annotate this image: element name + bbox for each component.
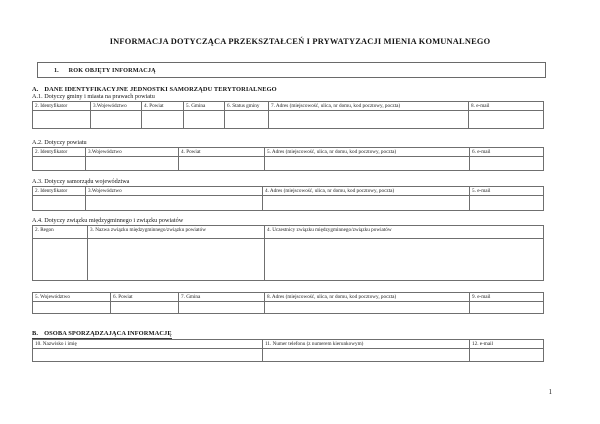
a2-header-powiat: 4. Powiat	[179, 148, 265, 157]
a4loc-empty-cell	[33, 302, 111, 314]
b-header-nazwisko-imie: 10. Nazwisko i imię	[33, 340, 263, 349]
b-header-email: 12. e-mail	[470, 340, 544, 349]
a1-empty-cell	[33, 111, 91, 129]
label-a3: A.3. Dotyczy samorządu województwa	[32, 178, 130, 185]
a3-header-identyfikator: 2. Identyfikator	[33, 187, 86, 196]
label-a2: A.2. Dotyczy powiatu	[32, 139, 87, 146]
table-a4-location	[32, 292, 544, 314]
a4loc-header-powiat: 6. Powiat	[111, 293, 179, 302]
section-a-heading	[32, 86, 277, 93]
a1-header-email: 8. e-mail	[469, 102, 544, 111]
label-a1: A.1. Dotyczy gminy i miasta na prawach powiatu	[32, 93, 155, 100]
a4loc-empty-cell	[470, 302, 544, 314]
a4-header-nazwa-zwiazku: 3. Nazwa związku międzygminnego/związku powiatów	[88, 226, 265, 239]
a3-empty-cell	[86, 196, 263, 211]
a3-empty-cell	[33, 196, 86, 211]
a2-empty-cell	[179, 157, 265, 171]
a2-empty-cell	[33, 157, 86, 171]
section-a-title: DANE IDENTYFIKACYJNE JEDNOSTKI SAMORZĄDU TERYTORIALNEGO	[44, 86, 277, 93]
a4loc-empty-cell	[265, 302, 470, 314]
a1-empty-cell	[469, 111, 544, 129]
a2-header-adres: 5. Adres (miejscowość, ulica, nr domu, kod pocztowy, poczta)	[265, 148, 470, 157]
a3-header-wojewodztwo: 3.Województwo	[86, 187, 263, 196]
section-a-letter: A.	[32, 86, 39, 93]
a1-empty-cell	[269, 111, 469, 129]
a4loc-empty-cell	[111, 302, 179, 314]
a4-header-regon: 2. Regon	[33, 226, 88, 239]
b-header-numer-telefonu: 11. Numer telefonu (z numerem kierunkowym)	[263, 340, 470, 349]
a4-empty-cell	[265, 239, 544, 281]
a1-header-gmina: 5. Gmina	[184, 102, 225, 111]
a3-empty-cell	[263, 196, 470, 211]
document-title: INFORMACJA DOTYCZĄCA PRZEKSZTAŁCEŃ I PRYWATYZACJI MIENIA KOMUNALNEGO	[109, 37, 491, 46]
a4-header-uczestnicy-zwiazku: 4. Uczestnicy związku międzygminnego/związku powiatów	[265, 226, 544, 239]
a2-header-identyfikator: 2. Identyfikator	[33, 148, 86, 157]
a4loc-empty-cell	[179, 302, 265, 314]
a1-empty-cell	[225, 111, 269, 129]
a4loc-header-adres: 8. Adres (miejscowość, ulica, nr domu, kod pocztowy, poczta)	[265, 293, 470, 302]
page-number: 1	[548, 389, 552, 396]
a4loc-header-gmina: 7. Gmina	[179, 293, 265, 302]
a4-empty-cell	[88, 239, 265, 281]
section-b-heading	[32, 330, 172, 339]
a2-empty-cell	[86, 157, 179, 171]
a1-header-identyfikator: 2. Identyfikator	[33, 102, 91, 111]
label-a4: A.4. Dotyczy związku międzygminnego i związku powiatów	[32, 217, 184, 224]
year-covered-box	[37, 62, 546, 78]
b-empty-cell	[33, 349, 263, 362]
year-box-number: 1.	[54, 66, 59, 74]
a2-empty-cell	[265, 157, 470, 171]
a1-header-status-gminy: 6. Status gminy	[225, 102, 269, 111]
table-b-osoba	[32, 339, 544, 362]
year-box-label: ROK OBJĘTY INFORMACJĄ	[68, 66, 156, 74]
a1-empty-cell	[142, 111, 184, 129]
a2-empty-cell	[470, 157, 544, 171]
a1-header-adres: 7. Adres (miejscowość, ulica, nr domu, kod pocztowy, poczta)	[269, 102, 469, 111]
a3-header-email: 5. e-mail	[470, 187, 544, 196]
b-empty-cell	[470, 349, 544, 362]
table-a4-zwiazek	[32, 225, 544, 281]
a1-empty-cell	[184, 111, 225, 129]
a2-header-email: 6. e-mail	[470, 148, 544, 157]
a4-empty-cell	[33, 239, 88, 281]
a1-header-wojewodztwo: 3.Województwo	[91, 102, 142, 111]
section-b-letter: B.	[32, 330, 39, 337]
table-a1-gmina	[32, 101, 544, 129]
table-a3-wojewodztwo	[32, 186, 544, 211]
table-a2-powiat	[32, 147, 544, 171]
b-empty-cell	[263, 349, 470, 362]
a3-empty-cell	[470, 196, 544, 211]
a4loc-header-wojewodztwo: 5. Województwo	[33, 293, 111, 302]
a4loc-header-email: 9. e-mail	[470, 293, 544, 302]
a1-empty-cell	[91, 111, 142, 129]
a3-header-adres: 4. Adres (miejscowość, ulica, nr domu, kod pocztowy, poczta)	[263, 187, 470, 196]
section-b-title: OSOBA SPORZĄDZAJĄCA INFORMACJĘ	[44, 330, 172, 337]
a2-header-wojewodztwo: 3.Województwo	[86, 148, 179, 157]
a1-header-powiat: 4. Powiat	[142, 102, 184, 111]
